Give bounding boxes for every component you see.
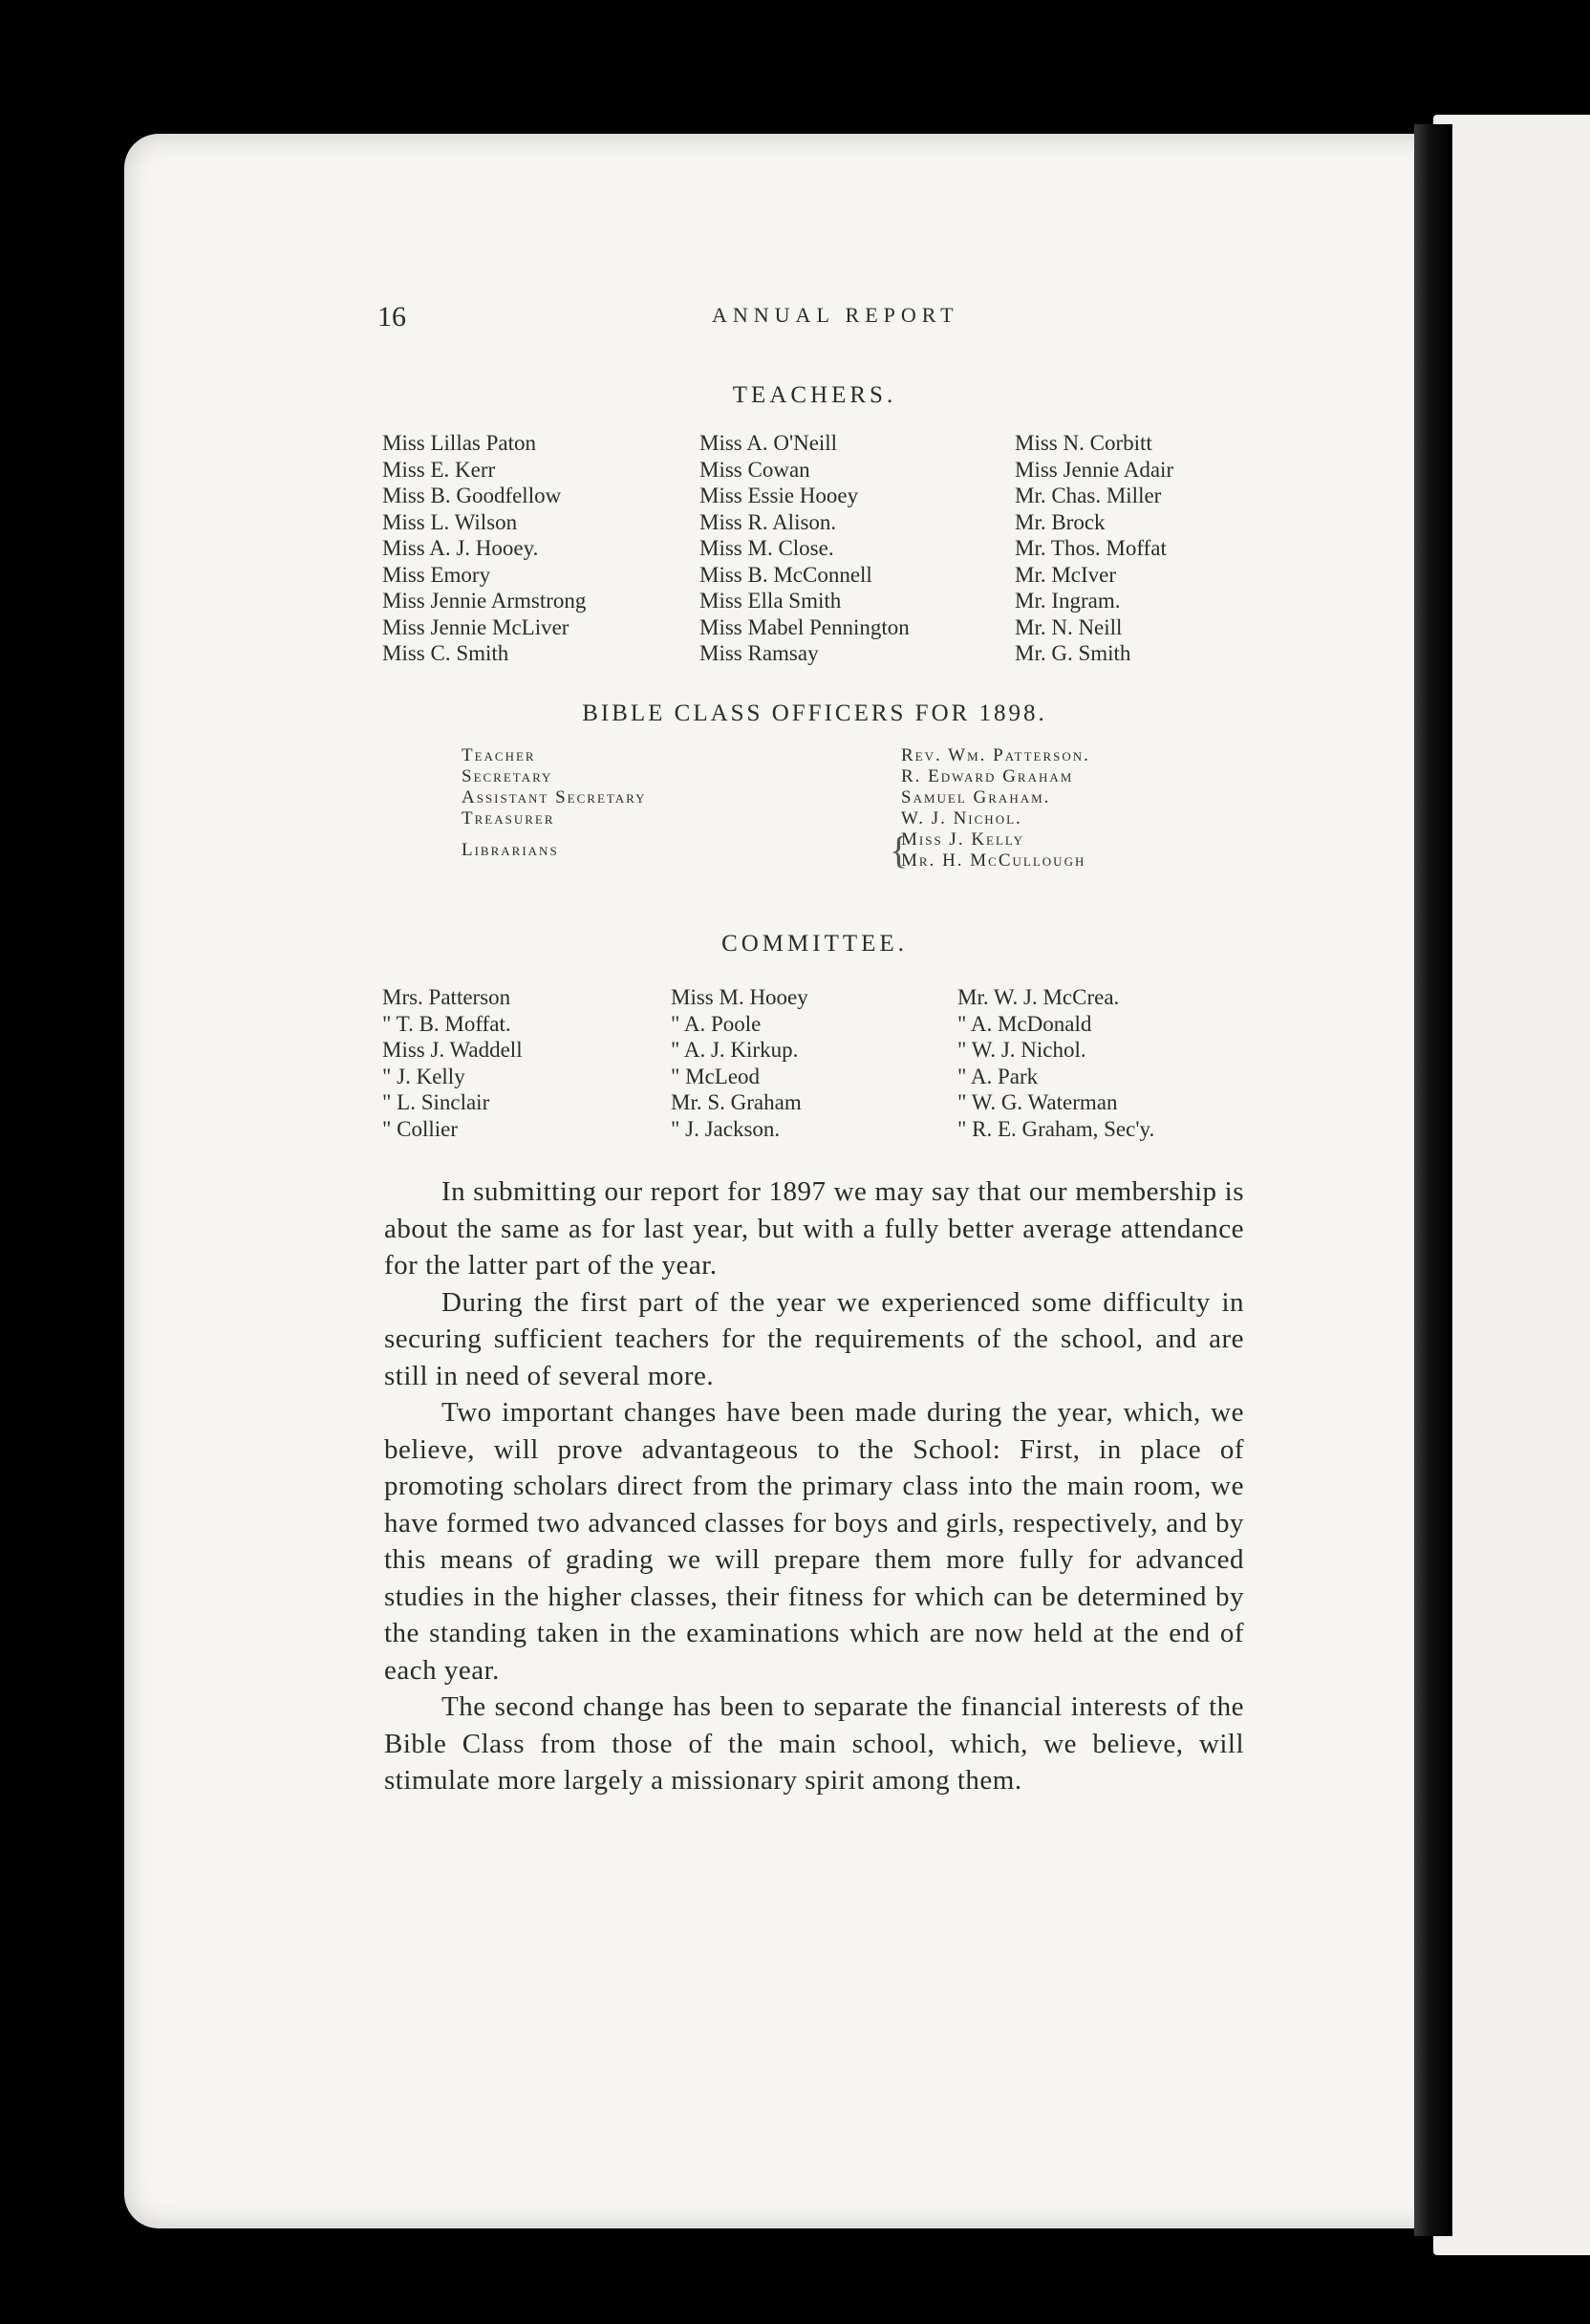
- list-item: Miss Ramsay: [699, 641, 819, 665]
- officer-role: Teacher: [462, 745, 536, 765]
- list-item: " McLeod: [671, 1064, 761, 1088]
- list-item: Miss Mabel Pennington: [699, 614, 910, 639]
- list-item: Mr. Thos. Moffat: [1015, 536, 1167, 560]
- body-paragraph: The second change has been to separate the financial interests of the Bible Class from those of the main school, which, we believe, will stimulate more largely a missionary spirit among them.: [384, 1691, 1244, 1796]
- committee-column-3: [957, 984, 1273, 1142]
- committee-list: [382, 984, 1280, 1142]
- list-item: " R. E. Graham, Sec'y.: [957, 1116, 1155, 1141]
- list-item: Mr. Ingram.: [1015, 589, 1121, 613]
- list-item: Mr. S. Graham: [671, 1090, 802, 1114]
- list-item: " W. G. Waterman: [957, 1090, 1118, 1114]
- list-item: Miss M. Close.: [699, 536, 834, 560]
- officer-row: [462, 766, 1226, 787]
- page-number: 16: [377, 301, 406, 333]
- officer-role: Librarians: [462, 840, 559, 860]
- librarians-row: [462, 829, 1226, 872]
- teachers-column-2: [699, 430, 1015, 667]
- page-gutter-shadow: [1414, 124, 1452, 2236]
- officer-role: Secretary: [462, 766, 553, 786]
- list-item: Miss Jennie Adair: [1015, 457, 1174, 482]
- bible-class-heading: BIBLE CLASS OFFICERS FOR 1898.: [582, 700, 1047, 726]
- body-paragraph: In submitting our report for 1897 we may say that our membership is about the same as for last year, but with a fully better average attendance for the latter part of the year.: [384, 1176, 1244, 1280]
- list-item: Mrs. Patterson: [382, 985, 511, 1009]
- list-item: Miss Lillas Paton: [382, 431, 537, 455]
- list-item: Miss E. Kerr: [382, 457, 496, 482]
- list-item: " Collier: [382, 1116, 459, 1141]
- list-item: Mr. W. J. McCrea.: [957, 985, 1120, 1009]
- list-item: Miss M. Hooey: [671, 985, 808, 1009]
- list-item: Miss A. O'Neill: [699, 431, 838, 455]
- officer-name: W. J. Nichol.: [901, 808, 1022, 828]
- committee-column-1: [382, 984, 671, 1142]
- list-item: " W. J. Nichol.: [957, 1038, 1086, 1062]
- report-body: [384, 1173, 1244, 1799]
- list-item: Mr. N. Neill: [1015, 614, 1123, 639]
- list-item: " T. B. Moffat.: [382, 1011, 511, 1036]
- list-item: " J. Kelly: [382, 1064, 465, 1088]
- officers-list: [462, 745, 1226, 872]
- teachers-list: [382, 430, 1280, 667]
- list-item: " A. McDonald: [957, 1011, 1092, 1036]
- officer-row: [462, 745, 1226, 766]
- officer-row: [462, 787, 1226, 808]
- list-item: " J. Jackson.: [671, 1116, 781, 1141]
- running-title: ANNUAL REPORT: [712, 303, 959, 327]
- body-paragraph: Two important changes have been made during the year, which, we believe, will prove advantageous to the School: First, in place of promoting scholars direct from the primary class into the main room, we have formed two advanced classes for boys and girls, respectively, and by this means of grading we will prepare them more fully for advanced studies in the higher classes, their fitness for which can be determined by the standing taken in the examinations which are now held at the end of each year.: [384, 1397, 1244, 1686]
- list-item: Miss B. McConnell: [699, 562, 872, 587]
- officer-name: Samuel Graham.: [901, 787, 1051, 807]
- list-item: " A. Poole: [671, 1011, 762, 1036]
- list-item: Miss B. Goodfellow: [382, 484, 562, 507]
- list-item: Mr. Brock: [1015, 509, 1106, 534]
- list-item: Mr. Chas. Miller: [1015, 484, 1162, 507]
- list-item: Mr. G. Smith: [1015, 641, 1131, 665]
- teachers-column-1: [382, 430, 699, 667]
- officer-row: [462, 808, 1226, 829]
- teachers-heading: TEACHERS.: [732, 382, 897, 408]
- officer-name: R. Edward Graham: [901, 766, 1074, 786]
- list-item: Miss N. Corbitt: [1015, 431, 1152, 455]
- committee-column-2: [671, 984, 957, 1142]
- list-item: Miss Jennie Armstrong: [382, 589, 587, 613]
- list-item: Miss R. Alison.: [699, 509, 837, 534]
- librarian-names: [901, 829, 1085, 872]
- committee-heading: COMMITTEE.: [721, 931, 908, 957]
- list-item: " A. J. Kirkup.: [671, 1038, 799, 1062]
- list-item: Miss C. Smith: [382, 641, 509, 665]
- librarian-name: Miss J. Kelly: [901, 829, 1024, 850]
- officer-role: Assistant Secretary: [462, 787, 647, 807]
- list-item: Miss L. Wilson: [382, 509, 518, 534]
- list-item: Mr. McIver: [1015, 562, 1117, 587]
- adjacent-page: [1433, 115, 1590, 2255]
- list-item: Miss Essie Hooey: [699, 484, 859, 507]
- teachers-column-3: [1015, 430, 1273, 667]
- list-item: Miss Ella Smith: [699, 589, 842, 613]
- running-head: [377, 301, 1237, 339]
- list-item: " A. Park: [957, 1064, 1039, 1088]
- list-item: " L. Sinclair: [382, 1090, 490, 1114]
- body-paragraph: During the first part of the year we experienced some difficulty in securing sufficient teachers for the requirements of the school, and are still in need of several more.: [384, 1286, 1244, 1391]
- librarian-name: Mr. H. McCullough: [901, 850, 1086, 871]
- list-item: Miss J. Waddell: [382, 1038, 523, 1062]
- officer-role: Treasurer: [462, 808, 555, 828]
- brace-mark: {: [890, 828, 911, 872]
- list-item: Miss Jennie McLiver: [382, 614, 569, 639]
- list-item: Miss Cowan: [699, 457, 810, 482]
- list-item: Miss A. J. Hooey.: [382, 536, 539, 560]
- officer-name: Rev. Wm. Patterson.: [901, 745, 1090, 765]
- list-item: Miss Emory: [382, 562, 491, 587]
